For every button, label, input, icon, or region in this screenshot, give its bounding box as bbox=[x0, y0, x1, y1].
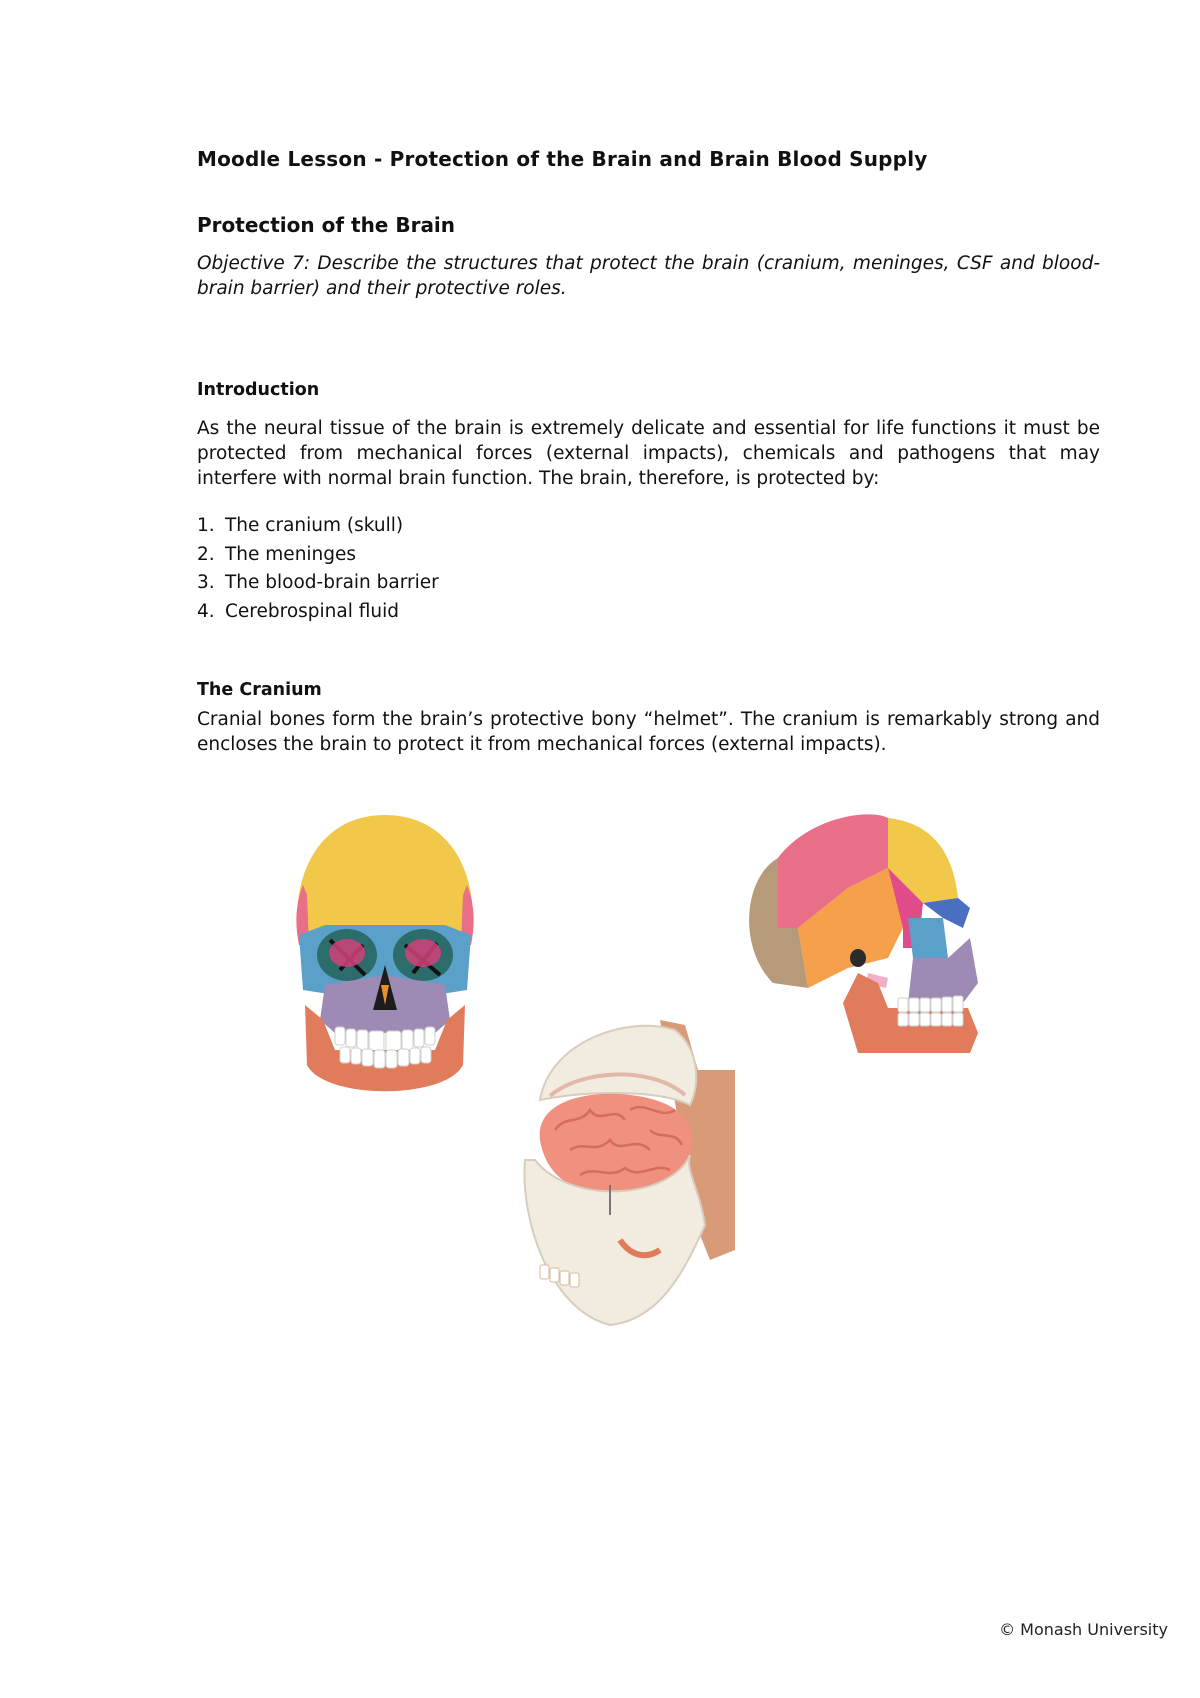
skull-front-view-image bbox=[285, 805, 485, 1105]
learning-objective: Objective 7: Describe the structures that protect the brain (cranium, meninges, CSF and blood-brain barrier) and their protective roles. bbox=[197, 253, 1100, 299]
cranium-heading: The Cranium bbox=[197, 680, 322, 700]
copyright-footer: © Monash University bbox=[999, 1620, 1168, 1639]
page-title: Moodle Lesson - Protection of the Brain and Brain Blood Supply bbox=[197, 147, 928, 171]
list-item: 3. The blood-brain barrier bbox=[197, 572, 439, 593]
list-item: 4. Cerebrospinal fluid bbox=[197, 600, 400, 622]
protection-list bbox=[197, 512, 439, 626]
cranium-paragraph: Cranial bones form the brain’s protective bony “helmet”. The cranium is remarkably strong and encloses the brain to protect it from mechanical forces (external impacts). bbox=[197, 709, 1100, 755]
introduction-paragraph: As the neural tissue of the brain is extremely delicate and essential for life functions it must be protected from mechanical forces (external impacts), chemicals and pathogens that may interfere with normal brain function. The brain, therefore, is protected by: bbox=[197, 418, 1100, 489]
introduction-heading: Introduction bbox=[197, 380, 320, 400]
skull-lateral-view-image bbox=[738, 808, 1008, 1068]
list-item: 2. The meninges bbox=[197, 543, 357, 565]
skull-model-with-brain-image bbox=[510, 1010, 750, 1340]
list-item: 1. The cranium (skull) bbox=[197, 515, 404, 536]
section-heading: Protection of the Brain bbox=[197, 213, 456, 237]
